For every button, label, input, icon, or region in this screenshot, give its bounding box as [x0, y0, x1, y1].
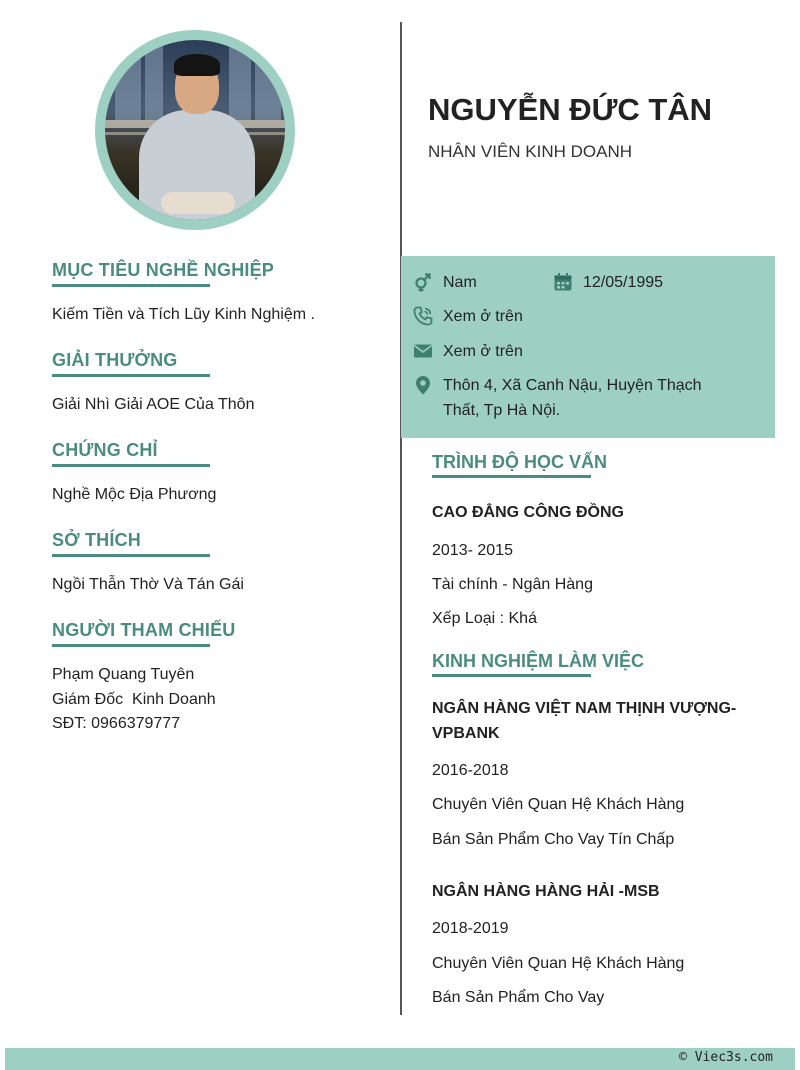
section-title: CHỨNG CHỈ: [52, 440, 158, 460]
section-hobbies: [52, 529, 382, 598]
education-period: 2013- 2015: [432, 542, 513, 559]
section-title: GIẢI THƯỞNG: [52, 350, 178, 370]
contact-address: [413, 373, 702, 423]
contact-panel: [401, 256, 775, 438]
footer-credit: © Viec3s.com: [679, 1050, 773, 1065]
location-icon: [413, 375, 433, 395]
section-underline: [52, 464, 210, 467]
avatar: [95, 30, 295, 230]
contact-birthdate: [553, 270, 663, 295]
section-underline: [52, 644, 210, 647]
reference-phone: SĐT: 0966379777: [52, 715, 181, 732]
education-major: Tài chính - Ngân Hàng: [432, 576, 593, 593]
job-role: Chuyên Viên Quan Hệ Khách Hàng: [432, 796, 685, 813]
contact-email: [413, 339, 523, 364]
address-line-2: Thất, Tp Hà Nội.: [443, 402, 561, 419]
job-company: NGÂN HÀNG HÀNG HẢI -MSB: [432, 883, 660, 900]
avatar-photo: [105, 40, 285, 220]
phone-value: Xem ở trên: [443, 308, 523, 325]
address-value: [443, 373, 702, 423]
section-underline: [432, 674, 591, 677]
section-underline: [52, 554, 210, 557]
section-references: [52, 619, 382, 737]
column-divider: [400, 22, 402, 1015]
footer-bar: [5, 1048, 795, 1070]
job-company: NGÂN HÀNG VIỆT NAM THỊNH VƯỢNG-: [432, 700, 737, 717]
section-title-experience: KINH NGHIỆM LÀM VIỆC: [432, 651, 645, 671]
section-title: SỞ THÍCH: [52, 530, 141, 550]
education-school: CAO ĐẲNG CÔNG ĐỒNG: [432, 504, 624, 521]
awards-text: Giải Nhì Giải AOE Của Thôn: [52, 396, 255, 413]
gender-value: Nam: [443, 274, 477, 291]
job-period: 2016-2018: [432, 762, 509, 779]
phone-icon: [413, 306, 433, 326]
section-title: NGƯỜI THAM CHIẾU: [52, 620, 236, 640]
calendar-icon: [553, 272, 573, 292]
section-certificates: [52, 439, 382, 508]
section-underline: [432, 475, 591, 478]
hobbies-text: Ngồi Thẫn Thờ Và Tán Gái: [52, 576, 244, 593]
address-line-1: Thôn 4, Xã Canh Nậu, Huyện Thạch: [443, 377, 702, 394]
references-text: [52, 663, 382, 737]
section-career-objective: [52, 259, 382, 328]
candidate-name: NGUYỄN ĐỨC TÂN: [428, 92, 713, 127]
section-underline: [52, 374, 210, 377]
reference-position: Giám Đốc Kinh Doanh: [52, 690, 216, 708]
email-value: Xem ở trên: [443, 343, 523, 360]
certificates-text: Nghề Mộc Địa Phương: [52, 486, 217, 503]
gender-icon: [413, 272, 433, 292]
contact-phone: [413, 304, 523, 329]
reference-name: Phạm Quang Tuyên: [52, 666, 195, 683]
education-grade: Xếp Loại : Khá: [432, 610, 537, 627]
job-role: Chuyên Viên Quan Hệ Khách Hàng: [432, 955, 685, 972]
candidate-job-title: NHÂN VIÊN KINH DOANH: [428, 142, 633, 161]
job-period: 2018-2019: [432, 920, 509, 937]
section-underline: [52, 284, 210, 287]
birthdate-value: 12/05/1995: [583, 274, 664, 291]
section-awards: [52, 349, 382, 418]
section-title-education: TRÌNH ĐỘ HỌC VẤN: [432, 452, 607, 472]
job-company-continued: VPBANK: [432, 725, 500, 742]
email-icon: [413, 341, 433, 361]
section-title: MỤC TIÊU NGHỀ NGHIỆP: [52, 260, 275, 280]
job-task: Bán Sản Phẩm Cho Vay Tín Chấp: [432, 831, 675, 848]
job-task: Bán Sản Phẩm Cho Vay: [432, 989, 605, 1006]
objective-text: Kiếm Tiền và Tích Lũy Kinh Nghiệm .: [52, 306, 315, 323]
contact-gender: [413, 270, 477, 295]
